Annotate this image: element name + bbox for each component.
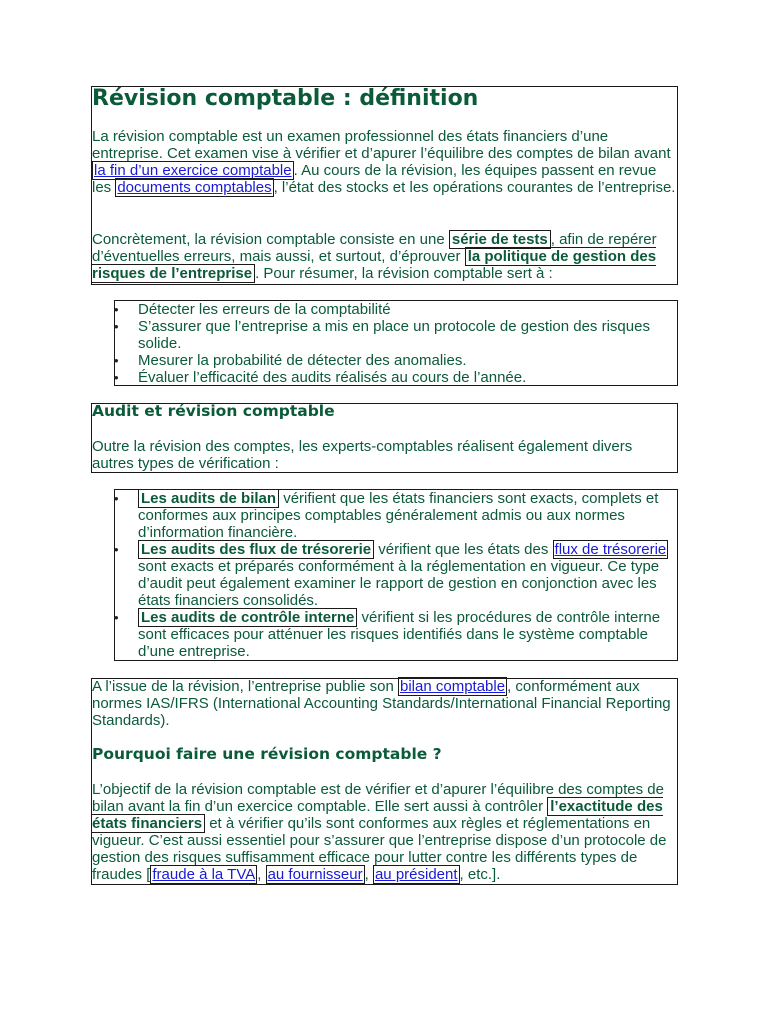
- keyword-exactitude: l’exactitude des états financiers: [92, 798, 663, 832]
- keyword-audits-bilan: Les audits de bilan: [138, 489, 279, 508]
- audits-list: [114, 490, 676, 660]
- link-fraude-tva[interactable]: fraude à la TVA: [152, 866, 256, 883]
- issue-paragraph: A l’issue de la révision, l’entreprise publie son bilan comptable , conformément aux normes IAS/IFRS (International Accounting Standards/International Financial Reporting Standards).: [92, 678, 671, 729]
- intro-paragraph: La révision comptable est un examen professionnel des états financiers d’une entreprise. Cet examen vise à vérifier et d’apurer l’équilibre des comptes de bilan avant la fin d’un exercice comptable . Au cours de la révision, les équipes passent en revue les documents comptables , l’état des stocks et les opérations courantes de l’entreprise.: [92, 128, 676, 196]
- link-bilan-comptable[interactable]: bilan comptable: [400, 678, 506, 695]
- list-item: • Détecter les erreurs de la comptabilité: [114, 301, 674, 318]
- audit-intro-text: Outre la révision des comptes, les experts-comptables réalisent également divers autres types de vérification :: [92, 438, 633, 472]
- concrete-paragraph: Concrètement, la révision comptable consiste en une série de tests , afin de repérer d’éventuelles erreurs, mais aussi, et surtout, d’éprouver la politique de gestion des risques de l’entreprise . Pour résumer, la révision comptable sert à :: [92, 231, 657, 282]
- list-item: • Les audits de contrôle interne vérifient si les procédures de contrôle interne sont efficaces pour atténuer les risques identifiés dans le système comptable d’une entreprise.: [114, 609, 676, 660]
- list-item: • Les audits de bilan vérifient que les états financiers sont exacts, complets et conformes aux principes comptables généralement admis ou aux normes d’information financière.: [114, 490, 676, 541]
- link-flux-tresorerie[interactable]: flux de trésorerie: [554, 541, 667, 558]
- link-documents-comptables[interactable]: documents comptables: [117, 179, 272, 196]
- list-item: • Évaluer l’efficacité des audits réalisés au cours de l’année.: [114, 369, 674, 386]
- list-item: • Les audits des flux de trésorerie vérifient que les états des flux de trésorerie sont exacts et préparés conformément à la réglementation en vigueur. Ce type d’audit peut également examiner le rapport de gestion en conjonction avec les états financiers consolidés.: [114, 541, 676, 609]
- link-fraude-president[interactable]: au président: [374, 866, 458, 883]
- keyword-politique-risques: la politique de gestion des risques de l’entreprise: [92, 248, 657, 282]
- section-heading-audit: Audit et révision comptable: [92, 402, 335, 420]
- list-item: • Mesurer la probabilité de détecter des anomalies.: [114, 352, 674, 369]
- section-heading-pourquoi: Pourquoi faire une révision comptable ?: [92, 745, 442, 763]
- keyword-audits-controle: Les audits de contrôle interne: [138, 608, 357, 627]
- purposes-list: [114, 301, 674, 386]
- keyword-audits-flux: Les audits des flux de trésorerie: [138, 540, 374, 559]
- keyword-serie-de-tests: série de tests: [449, 230, 551, 249]
- page-title: Révision comptable : définition: [92, 86, 479, 111]
- link-fin-exercice[interactable]: la fin d’un exercice comptable: [94, 162, 292, 179]
- link-fraude-fournisseur[interactable]: au fournisseur: [267, 866, 363, 883]
- pourquoi-paragraph: L’objectif de la révision comptable est de vérifier et d’apurer l’équilibre des comptes de bilan avant la fin d’un exercice comptable. Elle sert aussi à contrôler l’exactitude des états financiers et à vérifier qu’ils sont conformes aux règles et réglementations en vigueur. C’est aussi essentiel pour s’assurer que l’entreprise dispose d’un protocole de gestion des risques suffisamment efficace pour lutter contre les différents types de fraudes [ fraude à la TVA , au fournisseur , au président , etc.].: [92, 781, 667, 883]
- list-item: • S’assurer que l’entreprise a mis en place un protocole de gestion des risques solide.: [114, 318, 674, 352]
